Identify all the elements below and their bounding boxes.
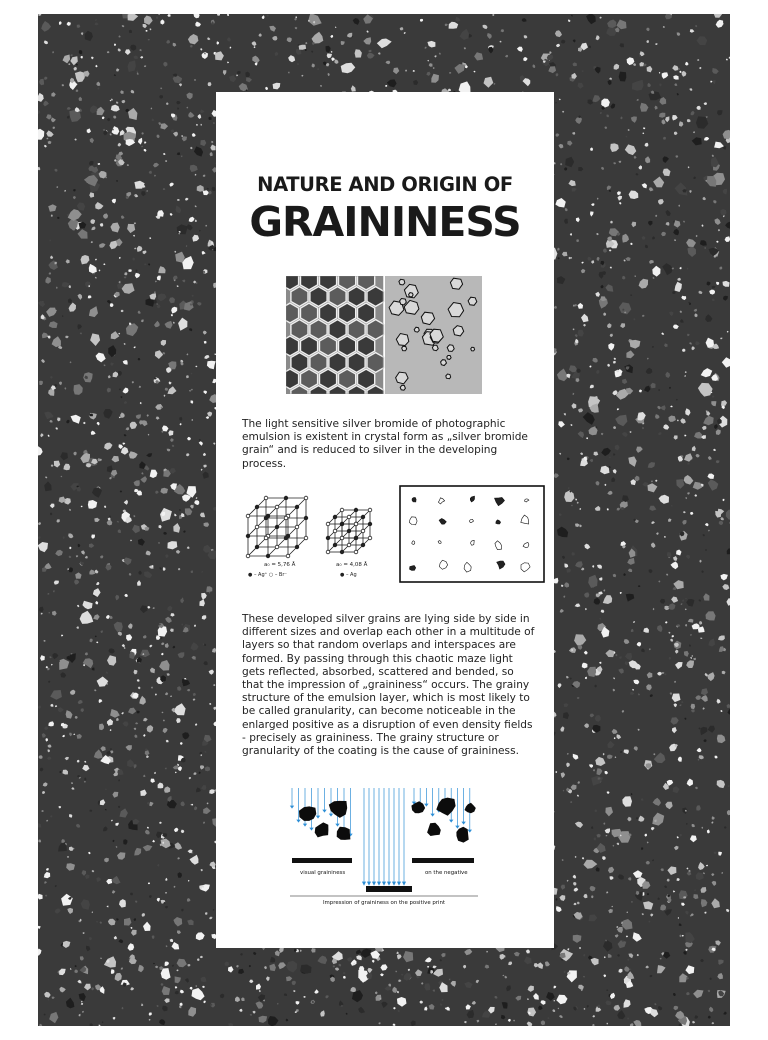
content-panel bbox=[216, 92, 554, 948]
light-ray-diagram bbox=[286, 786, 482, 910]
lattice-cube-agbr bbox=[246, 496, 308, 558]
title-line-2: GRAININESS bbox=[249, 198, 521, 246]
crystal-micrograph-photo bbox=[286, 276, 482, 394]
lattice-label-2: a₀ = 4,08 Å bbox=[336, 562, 368, 568]
caption-positive-print: Impression of graininess on the positive print bbox=[322, 900, 446, 906]
lattice-cube-ag bbox=[326, 508, 372, 554]
print-bar-right bbox=[412, 858, 474, 863]
paragraph-silver-bromide: The light sensitive silver bromide of photographic emulsion is existent in crystal form as „silver bromide grain“ and is reduced to silver in the developing process. bbox=[242, 418, 528, 470]
lattice-label-1: a₀ = 5,76 Å bbox=[264, 562, 296, 568]
lattice-diagrams bbox=[236, 480, 546, 592]
title-line-1: NATURE AND ORIGIN OF bbox=[257, 173, 513, 196]
label-on-the-negative: on the negative bbox=[425, 870, 468, 876]
print-bar-left bbox=[292, 858, 352, 863]
positive-print-bar bbox=[366, 886, 412, 892]
label-visual-graininess: visual graininess bbox=[300, 870, 346, 876]
lattice-legend-2: ● – Ag bbox=[340, 572, 357, 578]
paragraph-graininess: These developed silver grains are lying side by side in different sizes and overlap each other in a multitude of layers so that random overlaps and interspaces are formed. By passing through this chaotic maze light gets reflected, absorbed, scattered and bended, so that the impression of „graininess“ occurs. The grainy structure of the emulsion layer, which is most likely to be called granularity, can become noticeable in the enlarged positive as a disruption of even density fields - precisely as graininess. The grainy structure or granularity of the coating is the cause of graininess. bbox=[242, 613, 535, 758]
lattice-legend-1: ● – Ag⁺ ○ – Br⁻ bbox=[248, 572, 288, 578]
